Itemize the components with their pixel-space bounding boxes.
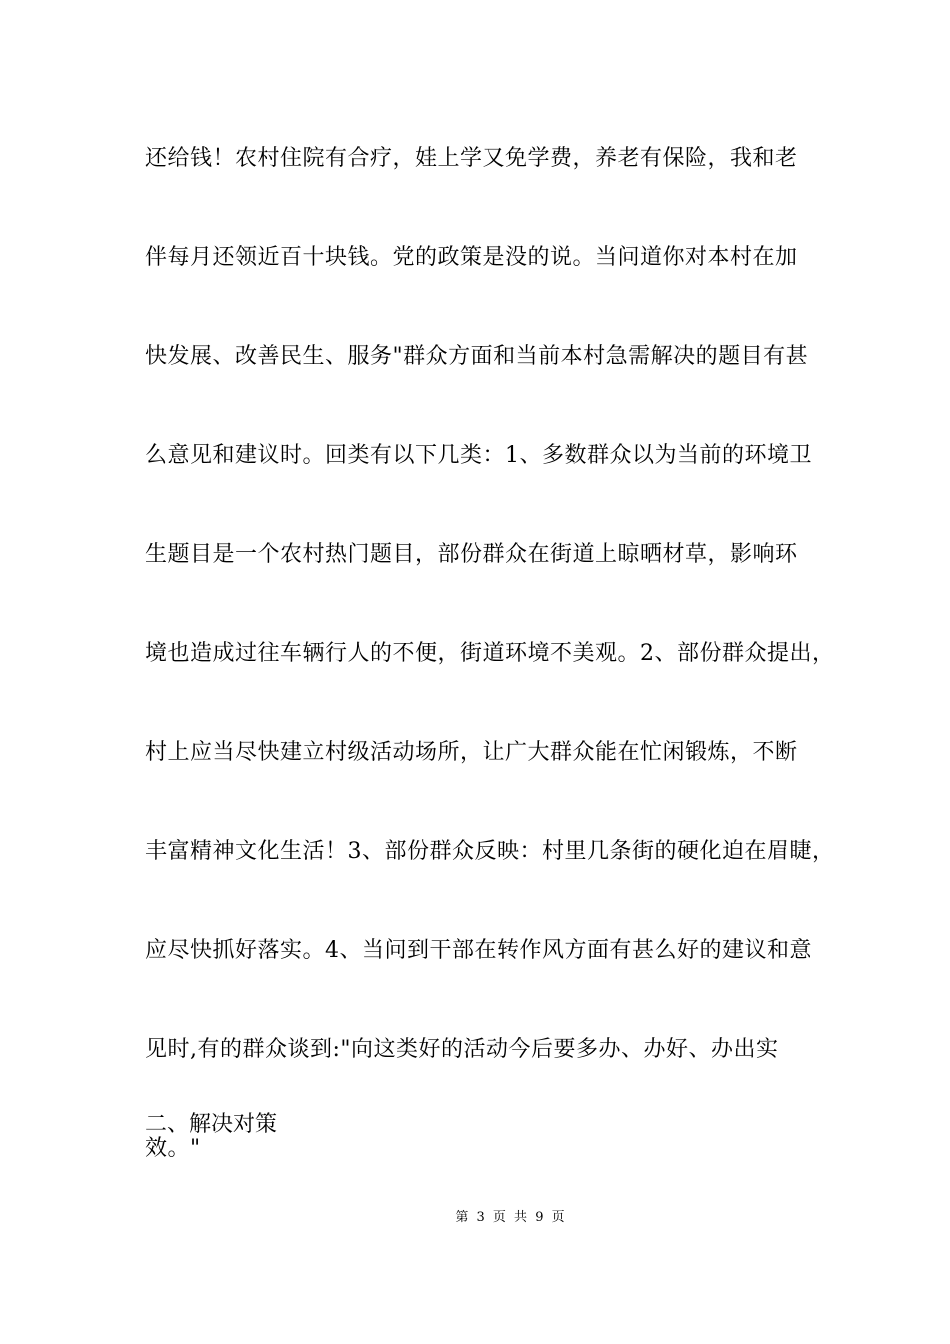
paragraph-line: 见时,有的群众谈到:"向这类好的活动今后要多办、办好、办出实: [145, 1037, 779, 1062]
paragraph-line: 么意见和建议时。回类有以下几类：1、多数群众以为当前的环境卫: [145, 443, 812, 468]
body-paragraph: [145, 134, 845, 1223]
paragraph-line: 快发展、改善民生、服务"群众方面和当前本村急需解决的题目有甚: [145, 344, 809, 369]
paragraph-line: 还给钱！农村住院有合疗，娃上学又免学费，养老有保险，我和老: [145, 146, 798, 171]
paragraph-line: 伴每月还领近百十块钱。党的政策是没的说。当问道你对本村在加: [145, 245, 798, 270]
paragraph-line: 丰富精神文化生活！3、部份群众反映：村里几条街的硬化迫在眉睫，: [145, 839, 835, 864]
page-footer: 第 3 页 共 9 页: [455, 1210, 565, 1225]
section-heading: 二、解决对策: [145, 1112, 278, 1137]
paragraph-line: 效。": [145, 1136, 201, 1161]
paragraph-line: 应尽快抓好落实。4、当问到干部在转作风方面有甚么好的建议和意: [145, 938, 812, 963]
paragraph-line: 境也造成过往车辆行人的不便，街道环境不美观。2、部份群众提出，: [145, 641, 835, 666]
paragraph-line: 生题目是一个农村热门题目，部份群众在街道上晾晒材草，影响环: [145, 542, 798, 567]
paragraph-line: 村上应当尽快建立村级活动场所，让广大群众能在忙闲锻炼，不断: [145, 740, 798, 765]
